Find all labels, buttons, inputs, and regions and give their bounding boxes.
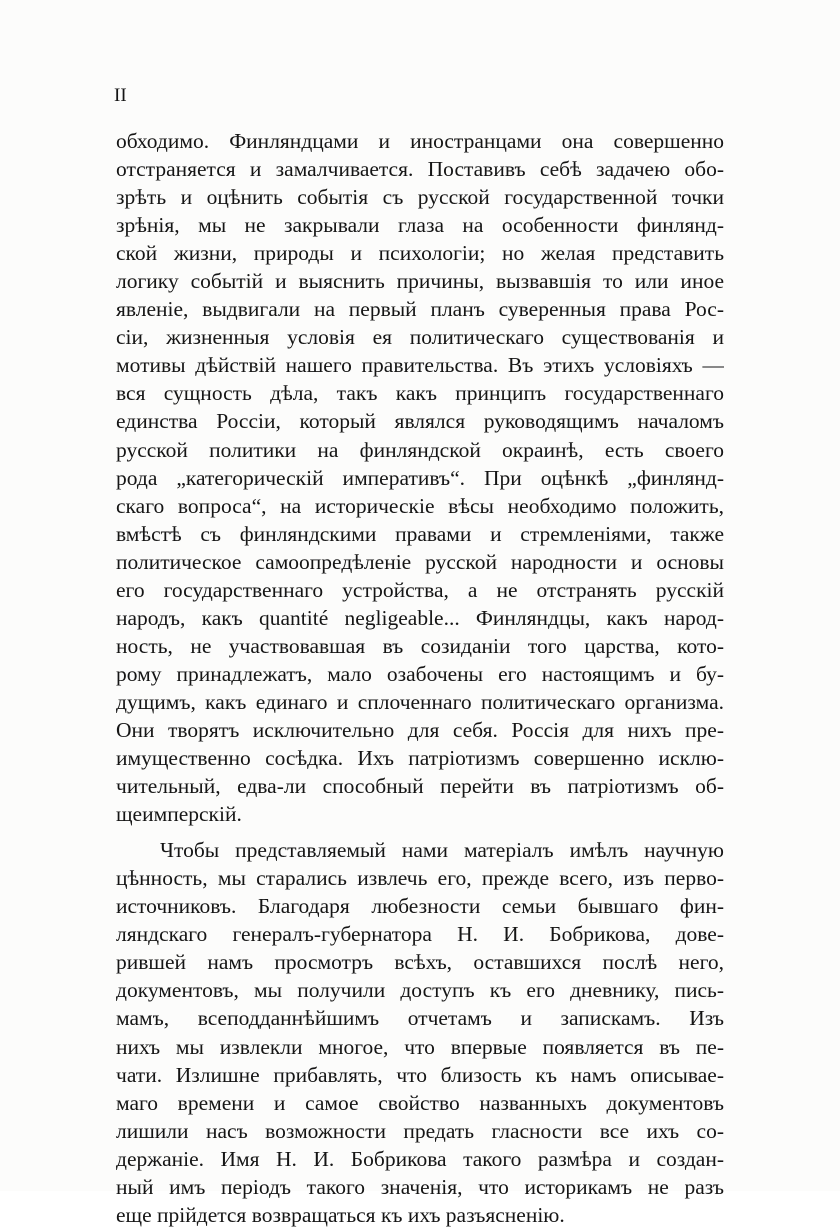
text-line: русской политики на финляндской окраинѣ, есть своего — [116, 437, 724, 462]
text-line: народъ, какъ quantité negligeable... Финляндцы, какъ народ- — [116, 605, 724, 630]
text-line: Они творятъ исключительно для себя. Россія для нихъ пре- — [116, 717, 724, 742]
text-line: мамъ, всеподданнѣйшимъ отчетамъ и запискамъ. Изъ — [116, 1006, 724, 1031]
text-body — [116, 127, 724, 1229]
paragraph-2 — [116, 836, 724, 1229]
text-line: обходимо. Финляндцами и иностранцами она совершенно — [116, 129, 724, 153]
text-line: маго времени и самое свойство названныхъ документовъ — [116, 1090, 724, 1115]
text-line: рода „категорическій императивъ“. При оцѣнкѣ „финлянд- — [116, 465, 724, 490]
text-line: мотивы дѣйствій нашего правительства. Въ этихъ условіяхъ — — [116, 353, 724, 378]
text-line: дущимъ, какъ единаго и сплоченнаго политическаго организма. — [116, 689, 724, 714]
text-line: еще прійдется возвращаться къ ихъ разъясненію. — [116, 1202, 565, 1227]
text-line: ность, не участвовавшая въ созиданіи того царства, кото- — [116, 633, 724, 658]
text-line: источниковъ. Благодаря любезности семьи бывшаго фин- — [116, 894, 724, 919]
text-line: отстраняется и замалчивается. Поставивъ себѣ задачею обо- — [116, 157, 724, 182]
text-line: рившей намъ просмотръ всѣхъ, оставшихся послѣ него, — [116, 950, 724, 975]
text-line: вся сущность дѣла, такъ какъ принципъ государственнаго — [116, 381, 724, 406]
text-line: зрѣнія, мы не закрывали глаза на особенности финлянд- — [116, 213, 724, 238]
text-line: документовъ, мы получили доступъ къ его дневнику, пись- — [116, 978, 724, 1003]
text-line: лишили насъ возможности предать гласности все ихъ со- — [116, 1118, 724, 1143]
paragraph-gap — [116, 828, 724, 836]
text-line: сіи, жизненныя условія ея политическаго существованія и — [116, 325, 724, 350]
paragraph-1 — [116, 127, 724, 828]
text-line: зрѣть и оцѣнить событія съ русской государственной точки — [116, 185, 724, 210]
text-line: имущественно сосѣдка. Ихъ патріотизмъ совершенно исклю- — [116, 746, 724, 771]
text-line: ляндскаго генералъ-губернатора Н. И. Бобрикова, дове- — [116, 922, 724, 947]
text-line: ской жизни, природы и психологіи; но желая представить — [116, 241, 724, 266]
text-line: нихъ мы извлекли многое, что впервые появляется въ пе- — [116, 1034, 724, 1059]
text-line: ный имъ періодъ такого значенія, что историкамъ не разъ — [116, 1174, 724, 1199]
text-line: скаго вопроса“, на историческіе вѣсы необходимо положить, — [116, 493, 724, 518]
text-line: единства Россіи, который являлся руководящимъ началомъ — [116, 409, 724, 434]
text-line: цѣнность, мы старались извлечь его, прежде всего, изъ перво- — [116, 866, 724, 891]
text-line: логику событій и выяснить причины, вызвавшія то или иное — [116, 269, 724, 294]
text-line: явленіе, выдвигали на первый планъ суверенныя права Рос- — [116, 297, 724, 322]
text-line: его государственнаго устройства, а не отстранять русскій — [116, 577, 724, 602]
text-line: вмѣстѣ съ финляндскими правами и стремленіями, также — [116, 521, 724, 546]
page-number: II — [114, 85, 127, 106]
text-line: держаніе. Имя Н. И. Бобрикова такого размѣра и создан- — [116, 1146, 724, 1171]
text-line: рому принадлежатъ, мало озабочены его настоящимъ и бу- — [116, 661, 724, 686]
text-line: политическое самоопредѣленіе русской народности и основы — [116, 549, 724, 574]
text-line: чительный, едва-ли способный перейти въ патріотизмъ об- — [116, 774, 724, 799]
text-line: чати. Излишне прибавлять, что близость къ намъ описывае- — [116, 1062, 724, 1087]
text-line: щеимперскій. — [116, 802, 242, 827]
text-line: Чтобы представляемый нами матеріалъ имѣлъ научную — [160, 838, 724, 863]
